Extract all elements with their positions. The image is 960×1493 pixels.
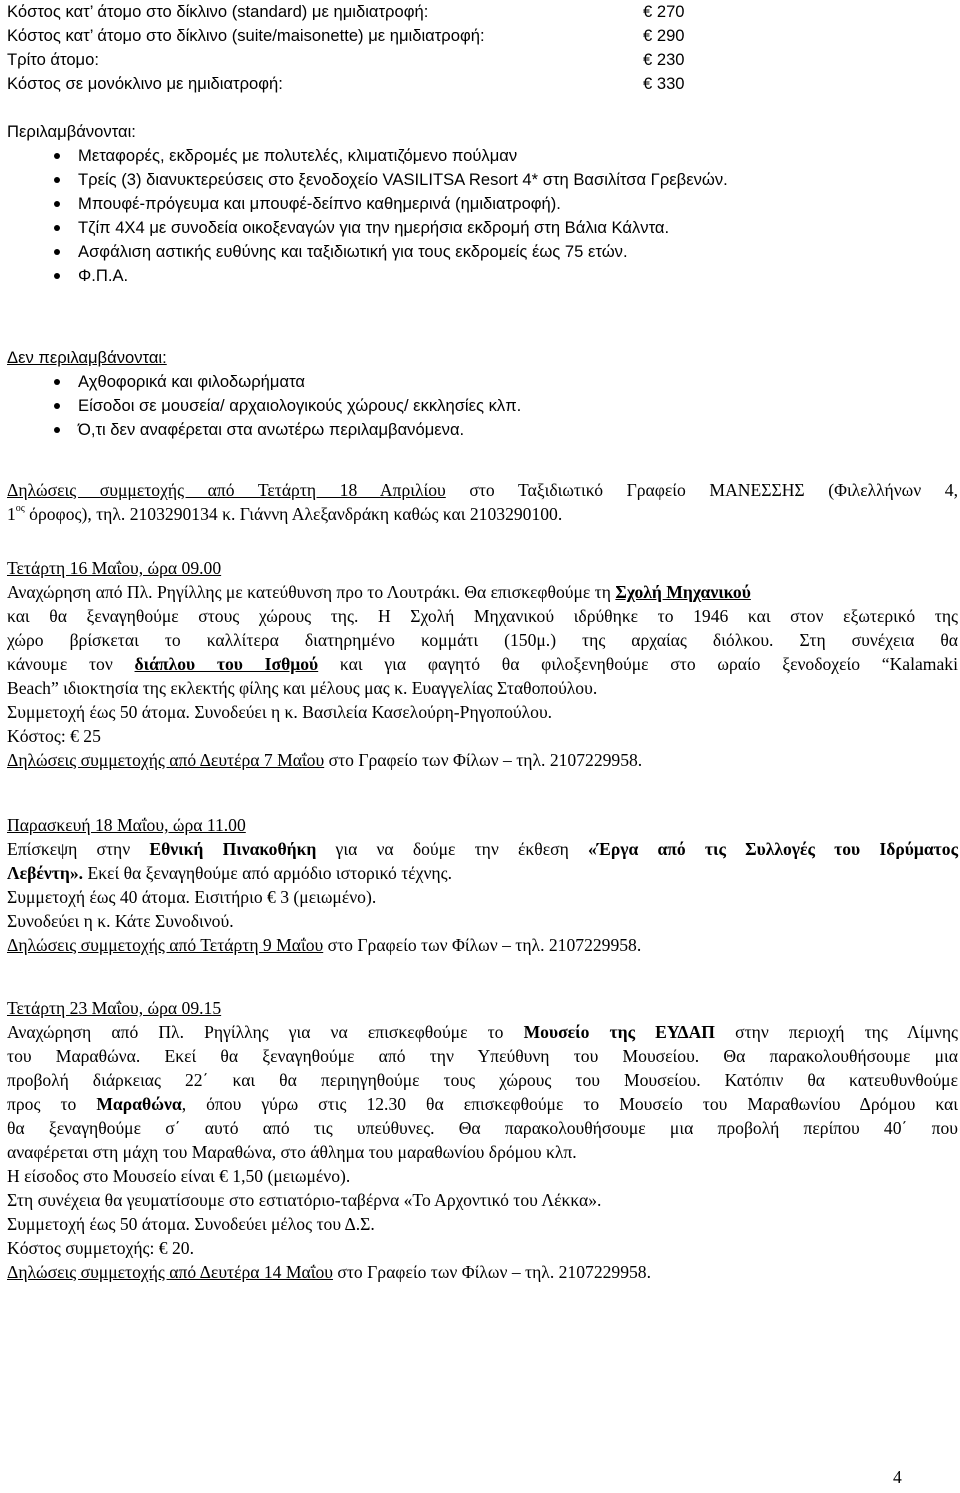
list-item: Είσοδοι σε μουσεία/ αρχαιολογικούς χώρους/ εκκλησίες κλπ. <box>7 394 958 418</box>
text-span: Συμμετοχή έως 50 άτομα. Συνοδεύει η κ. Βασιλεία Κασελούρη-Ρηγοπούλου. <box>7 702 553 722</box>
registration-dates: Δηλώσεις συμμετοχής από Δευτέρα 7 Μαΐου <box>7 750 325 770</box>
text-span: Επίσκεψη στην <box>7 839 150 859</box>
text-span: 1 <box>7 504 16 524</box>
text-span: του Μαραθώνα. Εκεί θα ξεναγηθούμε από την Υπεύθυνη του Μουσείου. Θα παρακολουθήσουμε μια <box>7 1046 958 1066</box>
event-place-highlight: Σχολή Μηχανικού <box>615 582 751 602</box>
event-1 <box>7 556 958 772</box>
text-line <box>7 1092 958 1116</box>
registration-dates: Δηλώσεις συμμετοχής από Δευτέρα 14 Μαΐου <box>7 1262 333 1282</box>
text-line <box>7 1260 958 1284</box>
text-line <box>7 933 958 957</box>
text-span: στο Γραφείο των Φίλων – τηλ. 2107229958. <box>324 750 643 770</box>
list-item: Ό,τι δεν αναφέρεται στα ανωτέρω περιλαμβανόμενα. <box>7 418 958 442</box>
list-item: Τρείς (3) διανυκτερεύσεις στο ξενοδοχείο VASILITSA Resort 4* στη Βασιλίτσα Γρεβενών. <box>7 168 958 192</box>
text-span: χώρο βρίσκεται το καλλίτερα διατηρημένο κομμάτι (150μ.) της αρχαίας διόλκου. Στη συνέχεια θα <box>7 630 958 650</box>
text-span: Η είσοδος στο Μουσείο είναι € 1,50 (μειωμένο). <box>7 1166 351 1186</box>
event-place-highlight: Μαραθώνα <box>96 1094 182 1114</box>
text-span: στο Γραφείο των Φίλων – τηλ. 2107229958. <box>323 935 642 955</box>
event-cost: Κόστος συμμετοχής: € 20. <box>7 1238 194 1258</box>
price-label: Κόστος σε μονόκλινο με ημιδιατροφή: <box>7 74 283 93</box>
price-value: € 270 <box>643 2 685 21</box>
event-date: Παρασκευή 18 Μαΐου, ώρα 11.00 <box>7 815 246 835</box>
event-2 <box>7 813 958 957</box>
text-span: προς το <box>7 1094 97 1114</box>
price-row <box>7 24 958 48</box>
text-span: και θα ξεναγηθούμε στους χώρους της. Η Σχολή Μηχανικού ιδρύθηκε το 1946 και στον εξωτερικό της <box>7 606 958 626</box>
list-item: Μεταφορές, εκδρομές με πολυτελές, κλιματιζόμενο πούλμαν <box>7 144 958 168</box>
price-list <box>7 0 958 96</box>
text-span: θα ξεναγηθούμε σ΄ αυτό από τις υπεύθυνες. Θα παρακολουθήσουμε μια προβολή περίπου 40΄ που <box>7 1118 958 1138</box>
list-item: Φ.Π.Α. <box>7 264 958 288</box>
list-item: Τζίπ 4Χ4 με συνοδεία οικοξεναγών για την ημερήσια εκδρομή στη Βάλια Κάλντα. <box>7 216 958 240</box>
price-value: € 290 <box>643 26 685 45</box>
event-date: Τετάρτη 16 Μαΐου, ώρα 09.00 <box>7 558 222 578</box>
included-heading: Περιλαμβάνονται: <box>7 122 136 141</box>
text-span: και για φαγητό θα φιλοξενηθούμε στο ωραίο ξενοδοχείο “Kalamaki <box>318 654 958 674</box>
registration-paragraph <box>7 478 958 526</box>
text-span: προβολή διάρκειας 22΄ και θα περιηγηθούμε τους χώρους του Μουσείου. Κατόπιν θα κατευθυνθούμε <box>7 1070 958 1090</box>
text-span: Συνοδεύει η κ. Κάτε Συνοδινού. <box>7 911 234 931</box>
text-span: Στη συνέχεια θα γευματίσουμε στο εστιατόριο-ταβέρνα «Το Αρχοντικό του Λέκκα». <box>7 1190 602 1210</box>
excluded-list <box>7 370 958 442</box>
text-span: ος <box>15 503 25 514</box>
price-label: Κόστος κατ’ άτομο στο δίκλινο (standard) με ημιδιατροφή: <box>7 2 429 21</box>
event-cost: Κόστος: € 25 <box>7 726 101 746</box>
text-span: για να δούμε την έκθεση <box>316 839 588 859</box>
price-row <box>7 0 958 24</box>
text-span: Συμμετοχή έως 50 άτομα. Συνοδεύει μέλος του Δ.Σ. <box>7 1214 375 1234</box>
price-label: Κόστος κατ’ άτομο στο δίκλινο (suite/maisonette) με ημιδιατροφή: <box>7 26 485 45</box>
text-span: στο Ταξιδιωτικό Γραφείο ΜΑΝΕΣΣΗΣ (Φιλελλήνων 4, <box>445 480 958 500</box>
price-value: € 230 <box>643 50 685 69</box>
price-label: Τρίτο άτομο: <box>7 50 99 69</box>
text-line <box>7 837 958 861</box>
event-place-highlight: Μουσείο της ΕΥΔΑΠ <box>523 1022 715 1042</box>
price-value: € 330 <box>643 74 685 93</box>
event-place-highlight: διάπλου του Ισθμού <box>134 654 319 674</box>
price-row <box>7 48 958 72</box>
text-span: «Έργα από τις Συλλογές του Ιδρύματος <box>587 839 959 859</box>
registration-dates: Δηλώσεις συμμετοχής από Τετάρτη 9 Μαΐου <box>7 935 324 955</box>
included-section <box>7 120 958 288</box>
text-span: Αναχώρηση από Πλ. Ρηγίλλης με κατεύθυνση προ το Λουτράκι. Θα επισκεφθούμε τη <box>7 582 616 602</box>
text-line <box>7 861 958 885</box>
text-span: αναφέρεται στη μάχη του Μαραθώνα, στο άθλημα του μαραθωνίου δρόμου κλπ. <box>7 1142 577 1162</box>
event-date: Τετάρτη 23 Μαΐου, ώρα 09.15 <box>7 998 222 1018</box>
text-line <box>7 580 958 604</box>
text-span: Συμμετοχή έως 40 άτομα. Εισιτήριο € 3 (μειωμένο). <box>7 887 377 907</box>
text-line <box>7 1020 958 1044</box>
text-span: Εκεί θα ξεναγηθούμε από αρμόδιο ιστορικό τέχνης. <box>83 863 452 883</box>
excluded-section <box>7 346 958 442</box>
list-item: Μπουφέ-πρόγευμα και μπουφέ-δείπνο καθημερινά (ημιδιατροφή). <box>7 192 958 216</box>
excluded-heading: Δεν περιλαμβάνονται: <box>7 348 167 367</box>
included-list <box>7 144 958 288</box>
text-line <box>7 502 958 526</box>
text-span: στην περιοχή της Λίμνης <box>714 1022 958 1042</box>
text-span: κάνουμε τον <box>7 654 135 674</box>
price-row <box>7 72 958 96</box>
event-place-highlight: Εθνική Πινακοθήκη <box>149 839 317 859</box>
text-line <box>7 652 958 676</box>
list-item: Ασφάλιση αστικής ευθύνης και ταξιδιωτική για τους εκδρομείς έως 75 ετών. <box>7 240 958 264</box>
list-item: Αχθοφορικά και φιλοδωρήματα <box>7 370 958 394</box>
text-span: Beach” ιδιοκτησία της εκλεκτής φίλης και μέλους μας κ. Ευαγγελίας Σταθοπούλου. <box>7 678 598 698</box>
text-span: Λεβέντη». <box>7 863 84 883</box>
text-span: Αναχώρηση από Πλ. Ρηγίλλης για να επισκεφθούμε το <box>7 1022 524 1042</box>
text-line <box>7 748 958 772</box>
registration-dates: Δηλώσεις συμμετοχής από Τετάρτη 18 Απριλίου <box>7 480 446 500</box>
text-span: , όπου γύρω στις 12.30 θα επισκεφθούμε το Μουσείο του Μαραθωνίου Δρόμου και <box>181 1094 959 1114</box>
text-span: όροφος), τηλ. 2103290134 κ. Γιάννη Αλεξανδράκη καθώς και 2103290100. <box>24 504 563 524</box>
text-line <box>7 478 958 502</box>
page-number: 4 <box>893 1467 902 1487</box>
event-3 <box>7 996 958 1284</box>
text-span: στο Γραφείο των Φίλων – τηλ. 2107229958. <box>332 1262 651 1282</box>
